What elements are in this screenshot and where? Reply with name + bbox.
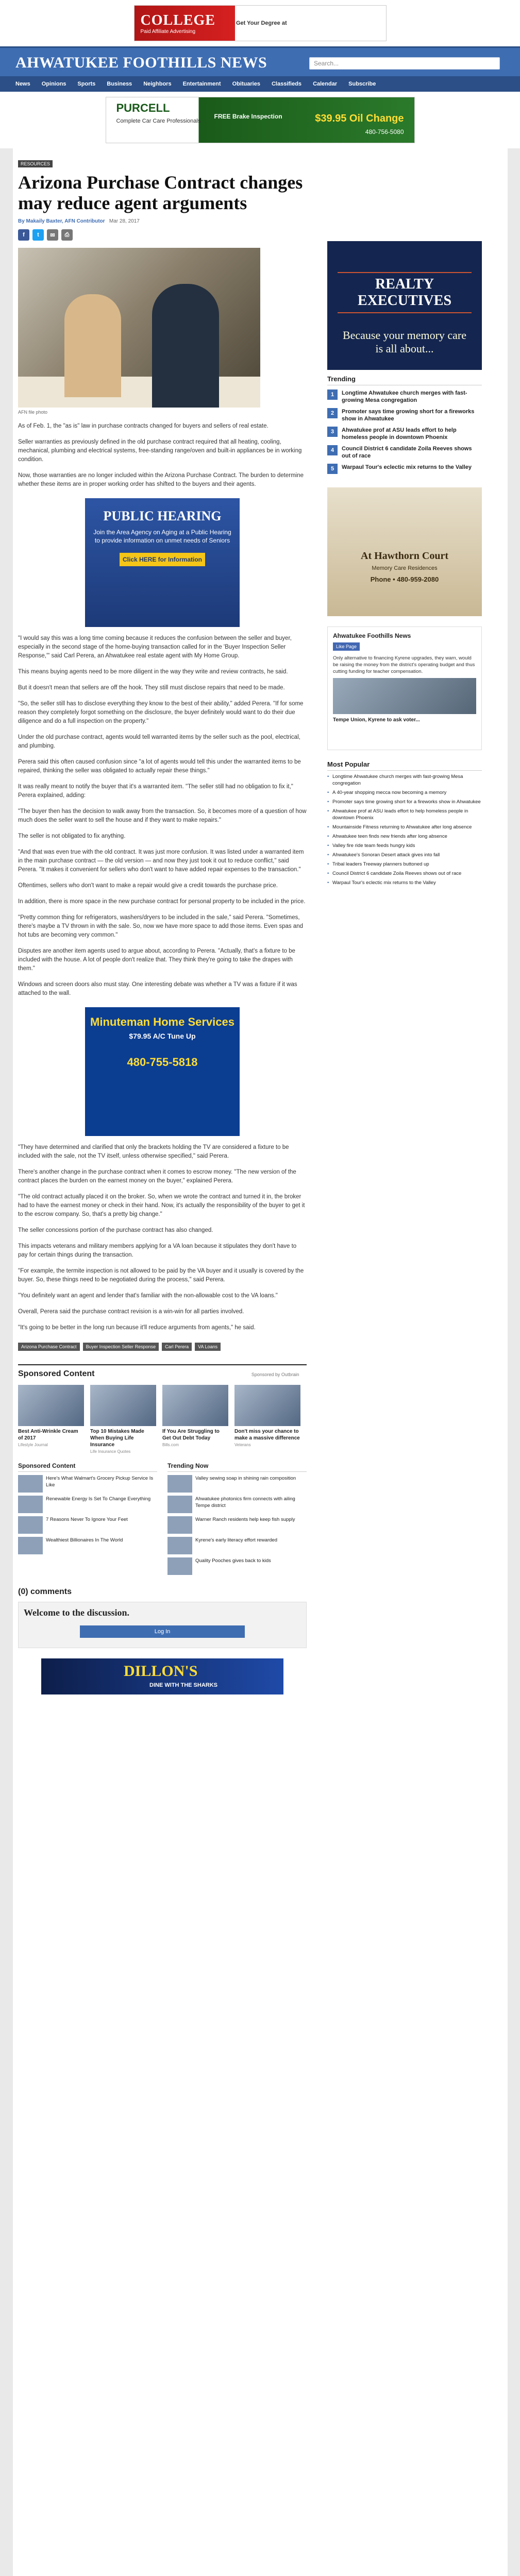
author[interactable]: By Makaily Baxter, AFN Contributor: [18, 218, 105, 224]
popular-item[interactable]: • Warpaul Tour's eclectic mix returns to the Valley: [327, 879, 482, 886]
comments-heading: (0) comments: [18, 1587, 72, 1596]
ad-sub: Memory Care Residences: [372, 565, 438, 571]
paragraph: "The buyer then has the decision to walk away from the transaction. So, it becomes more of a question of how much does the seller want to sell the house and if they want to make repairs.": [18, 808, 307, 823]
welcome-title: Welcome to the discussion.: [24, 1607, 129, 1618]
paragraph: The seller concessions portion of the purchase contract has also changed.: [18, 1227, 213, 1233]
card-title: If You Are Struggling to Get Out Debt Today: [162, 1429, 220, 1441]
card-source: Bills.com: [162, 1443, 179, 1447]
masthead: [0, 46, 520, 76]
ad-title: PUBLIC HEARING: [103, 509, 222, 523]
paragraph: Perera said this often caused confusion since "a lot of agents would tell this under the warranted items to be repaired, thinking the seller was obligated to actually repair these things.": [18, 759, 301, 774]
card-source: Lifestyle Journal: [18, 1443, 48, 1447]
ad-cta: Get Your Degree at: [236, 20, 287, 26]
nav-item[interactable]: Classifieds: [271, 81, 302, 87]
list-item[interactable]: Renewable Energy Is Set To Change Everything: [18, 1496, 157, 1513]
ad-title: At Hawthorn Court: [361, 550, 448, 562]
article-date: Mar 28, 2017: [109, 218, 140, 224]
paragraph: "Pretty common thing for refrigerators, washers/dryers to be included in the sale," said Perera. "Sometimes, there's maybe a TV thrown in with the sale. So, now we have more space to add those items. Even spas and hot tubs are becoming very common.": [18, 914, 304, 938]
nav-item[interactable]: Neighbors: [143, 81, 172, 87]
popular-item[interactable]: • Promoter says time growing short for a fireworks show in Ahwatukee: [327, 799, 482, 805]
list-item[interactable]: Warner Ranch residents help keep fish supply: [167, 1516, 307, 1534]
ad-brand: PURCELL: [116, 101, 170, 114]
sponsored-card[interactable]: [90, 1385, 156, 1454]
trending-item[interactable]: 3 Ahwatukee prof at ASU leads effort to help homeless people in downtown Phoenix: [327, 427, 482, 441]
paragraph: Seller warranties as previously defined in the old purchase contract required that all heating, cooling, mechanical, plumbing and electrical systems, free-standing range/oven and built-in appliances be in working condition.: [18, 439, 302, 463]
sidebar: [327, 159, 482, 886]
list-heading: Sponsored Content: [18, 1462, 157, 1472]
sponsored-title: Sponsored Content: [18, 1369, 95, 1378]
ad-line: Paid Affiliate Advertising: [140, 28, 196, 35]
card-source: Veterans: [234, 1443, 251, 1447]
paragraph: In addition, there is more space in the new purchase contract for personal property to be included in the price.: [18, 899, 306, 905]
ad-cta-button[interactable]: Click HERE for Information: [120, 553, 205, 566]
ad-brand: COLLEGE: [140, 12, 215, 28]
list-item[interactable]: Here's What Walmart's Grocery Pickup Service Is Like: [18, 1475, 157, 1493]
list-item[interactable]: Quality Pooches gives back to kids: [167, 1557, 307, 1575]
nav-item[interactable]: Entertainment: [182, 81, 221, 87]
most-popular-title: Most Popular: [327, 760, 482, 771]
paragraph: Oftentimes, sellers who don't want to make a repair would give a credit towards the purchase price.: [18, 883, 278, 889]
byline: [18, 218, 307, 224]
sponsored-cards: [18, 1385, 307, 1454]
tag-list: [18, 1343, 307, 1351]
trending-item[interactable]: 2 Promoter says time growing short for a fireworks show in Ahwatukee: [327, 408, 482, 422]
popular-item[interactable]: • Ahwatukee prof at ASU leads effort to help homeless people in downtown Phoenix: [327, 808, 482, 821]
post-headline[interactable]: Tempe Union, Kyrene to ask voter...: [333, 717, 420, 723]
article-column: [18, 159, 307, 1694]
hawthorn-ad[interactable]: [327, 487, 482, 616]
email-icon[interactable]: ✉: [47, 229, 58, 241]
list-item[interactable]: Valley sewing soap in shining rain composition: [167, 1475, 307, 1493]
article-body: [18, 422, 307, 1332]
site-logo[interactable]: AHWATUKEE FOOTHILLS NEWS: [15, 54, 267, 71]
tag[interactable]: VA Loans: [195, 1343, 221, 1351]
trending-item[interactable]: 5 Warpaul Tour's eclectic mix returns to the Valley: [327, 464, 482, 474]
photo-caption: AFN file photo: [18, 410, 48, 415]
second-advertisement[interactable]: [0, 92, 520, 148]
realty-ad[interactable]: [327, 241, 482, 370]
paragraph: "The old contract actually placed it on the broker. So, when we wrote the contract and turned it in, the broker had to have the earnest money or check in their hand. Now, it's actually the responsibility of the buyer to get it to the escrow company. So, that's a pretty big change.": [18, 1194, 305, 1217]
paragraph: Disputes are another item agents used to argue about, according to Perera. "Actually, that's a fixture to be included with the house. A lot of people don't realize that. They think they're going to take the drapes with them.": [18, 948, 295, 972]
paragraph: It was really meant to notify the buyer that it's a warranted item. "The seller still had no obligation to fix it," Perera explained, adding:: [18, 784, 293, 799]
tag[interactable]: Carl Perera: [162, 1343, 192, 1351]
paragraph: "They have determined and clarified that only the brackets holding the TV are considered a fixture to be included with the sale, not the TV itself, unless otherwise specified," said Perera.: [18, 1144, 289, 1159]
paragraph: This impacts veterans and military members applying for a VA loan because it stipulates they don't have to pay for certain things during the transaction.: [18, 1243, 297, 1258]
popular-item[interactable]: • Ahwatukee's Sonoran Desert attack gives into fall: [327, 852, 482, 858]
bottom-advertisement[interactable]: [41, 1658, 283, 1694]
sponsored-card[interactable]: [234, 1385, 300, 1454]
comments-box: [18, 1602, 307, 1648]
article-title: Arizona Purchase Contract changes may reduce agent arguments: [18, 172, 303, 213]
article-kicker[interactable]: RESOURCES: [18, 160, 53, 167]
search-input[interactable]: Search...: [309, 57, 500, 70]
post-text: Only alternative to financing Kyrene upgrades, they warn, would be raising the money from the district's operating budget and thus cutting funding for teacher compensation.: [333, 655, 475, 674]
trending-now-list: [167, 1462, 307, 1575]
paragraph: Now, those warranties are no longer included within the Arizona Purchase Contract. The burden to determine whether these items are in proper working order has shifted to the buyers and their agents.: [18, 472, 304, 487]
nav-item[interactable]: Opinions: [41, 81, 66, 87]
paragraph: Under the old purchase contract, agents would tell warranted items by the seller such as the pool, electrical, and plumbing.: [18, 734, 300, 749]
paragraph: "For example, the termite inspection is not allowed to be paid by the VA buyer and it usually is covered by the buyer. So, these things need to be negotiated during the process," said Perera.: [18, 1268, 304, 1283]
card-source: Life Insurance Quotes: [90, 1449, 131, 1454]
ad-sub: DINE WITH THE SHARKS: [149, 1682, 217, 1688]
trending-item[interactable]: 1 Longtime Ahwatukee church merges with fast-growing Mesa congregation: [327, 389, 482, 404]
ad-phone: 480-755-5818: [127, 1056, 198, 1069]
share-bar: [18, 229, 307, 241]
sponsored-by[interactable]: Sponsored by Outbrain: [251, 1372, 299, 1377]
sponsored-heading: [18, 1364, 307, 1379]
facebook-widget: [327, 626, 482, 750]
tag[interactable]: Arizona Purchase Contract: [18, 1343, 80, 1351]
most-popular-widget: [327, 760, 482, 886]
content-area: [13, 148, 508, 2576]
popular-item[interactable]: • Ahwatukee teen finds new friends after long absence: [327, 833, 482, 840]
main-nav: [0, 76, 520, 92]
like-page-button[interactable]: Like Page: [333, 642, 360, 651]
recommendations: [18, 1462, 307, 1575]
nav-item[interactable]: Subscribe: [348, 81, 376, 87]
paragraph: "It's going to be better in the long run because it'll reduce arguments from agents," he said.: [18, 1325, 256, 1331]
ad-offer: $39.95 Oil Change: [315, 113, 404, 124]
ad-text: Join the Area Agency on Aging at a Public Hearing to provide information on unmet needs of Seniors: [93, 529, 231, 544]
post-image[interactable]: [333, 678, 476, 714]
public-hearing-ad[interactable]: [85, 498, 240, 627]
trending-item[interactable]: 4 Council District 6 candidate Zoila Reeves shows out of race: [327, 445, 482, 460]
nav-item[interactable]: News: [15, 81, 30, 87]
paragraph: As of Feb. 1, the "as is" law in purchase contracts changed for buyers and sellers of real estate.: [18, 423, 269, 429]
ad-tagline: Because your memory care is all about...: [342, 329, 467, 355]
popular-item[interactable]: • Valley fire ride team feeds hungry kids: [327, 842, 482, 849]
ad-sub: Complete Car Care Professionals: [116, 118, 201, 124]
paragraph: This means buying agents need to be more diligent in the way they write and review contracts, he said.: [18, 669, 288, 675]
ad-phone: Phone • 480-959-2080: [370, 575, 439, 583]
print-icon[interactable]: ⎙: [61, 229, 73, 241]
card-title: Don't miss your chance to make a massive difference: [234, 1429, 300, 1441]
ad-title: Minuteman Home Services: [90, 1015, 234, 1028]
minuteman-ad[interactable]: [85, 1007, 240, 1136]
tag[interactable]: Buyer Inspection Seller Response: [83, 1343, 159, 1351]
paragraph: The seller is not obligated to fix anything.: [18, 833, 126, 839]
widget-title[interactable]: Ahwatukee Foothills News: [333, 632, 411, 639]
list-heading: Trending Now: [167, 1462, 307, 1472]
top-advertisement[interactable]: [0, 0, 520, 46]
login-button[interactable]: Log In: [80, 1625, 245, 1638]
ad-middle: FREE Brake Inspection: [214, 113, 282, 120]
list-item[interactable]: Wealthiest Billionaires In The World: [18, 1537, 157, 1554]
ad-offer: $79.95 A/C Tune Up: [129, 1032, 196, 1040]
trending-widget: [327, 375, 482, 474]
paragraph: "You definitely want an agent and lender that's familiar with the non-allowable cost to the VA loans.": [18, 1293, 278, 1299]
ad-brand: DILLON'S: [124, 1663, 198, 1680]
nav-item[interactable]: Obituaries: [232, 81, 260, 87]
paragraph: "I would say this was a long time coming because it reduces the confusion between the seller and buyer, especially in the second stage of the home-buying transaction called for in the 'Buyer Inspection Seller Response,'" said Carl Perera, an Ahwatukee real estate agent with My Home Group.: [18, 635, 292, 659]
facebook-icon[interactable]: f: [18, 229, 29, 241]
nav-item[interactable]: Calendar: [313, 81, 338, 87]
paragraph: Windows and screen doors also must stay. One interesting debate was whether a TV was a fixture if it was attached to the wall.: [18, 981, 297, 996]
list-item[interactable]: 7 Reasons Never To Ignore Your Feet: [18, 1516, 157, 1534]
popular-item[interactable]: • A 40-year shopping mecca now becoming a memory: [327, 789, 482, 796]
trending-title: Trending: [327, 375, 482, 385]
paragraph: Overall, Perera said the purchase contract revision is a win-win for all parties involved.: [18, 1309, 244, 1315]
popular-item[interactable]: • Council District 6 candidate Zoila Reeves shows out of race: [327, 870, 482, 877]
paragraph: "And that was even true with the old contract. It was just more confusion. It was listed under a warranted item in the main purchase contract — the old version — and now they just took it out to reduce conflict," said Perera. "It makes it convenient for sellers who don't want to have added repair expenses to the transaction.": [18, 849, 304, 873]
sponsored-card[interactable]: [162, 1385, 228, 1454]
article-photo[interactable]: [18, 248, 260, 408]
nav-item[interactable]: Business: [107, 81, 132, 87]
list-item[interactable]: Ahwatukee photonics firm connects with ailing Tempe district: [167, 1496, 307, 1513]
ad-phone: 480-756-5080: [365, 128, 404, 135]
paragraph: But it doesn't mean that sellers are off the hook. They still must disclose repairs that need to be made.: [18, 685, 285, 691]
nav-item[interactable]: Sports: [77, 81, 96, 87]
card-title: Top 10 Mistakes Made When Buying Life Insurance: [90, 1429, 144, 1448]
list-item[interactable]: Kyrene's early literacy effort rewarded: [167, 1537, 307, 1554]
paragraph: "So, the seller still has to disclose everything they know to the best of their ability," added Perera. "If for some reason they completely forgot something on the disclosure, the buyer definitely would want to do their due diligence and do a full inspection on the property.": [18, 701, 304, 724]
twitter-icon[interactable]: t: [32, 229, 44, 241]
popular-item[interactable]: • Longtime Ahwatukee church merges with fast-growing Mesa congregation: [327, 773, 482, 787]
sponsored-list: [18, 1462, 157, 1575]
popular-item[interactable]: • Tribal leaders Treeway planners buttoned up: [327, 861, 482, 868]
sponsored-card[interactable]: [18, 1385, 84, 1454]
paragraph: There's another change in the purchase contract when it comes to escrow money. "The new version of the contract places the burden on the earnest money on the buyer," explained Perera.: [18, 1169, 296, 1184]
card-title: Best Anti-Wrinkle Cream of 2017: [18, 1429, 78, 1441]
ad-brand: REALTY EXECUTIVES: [338, 272, 472, 313]
popular-item[interactable]: • Mountainside Fitness returning to Ahwatukee after long absence: [327, 824, 482, 831]
